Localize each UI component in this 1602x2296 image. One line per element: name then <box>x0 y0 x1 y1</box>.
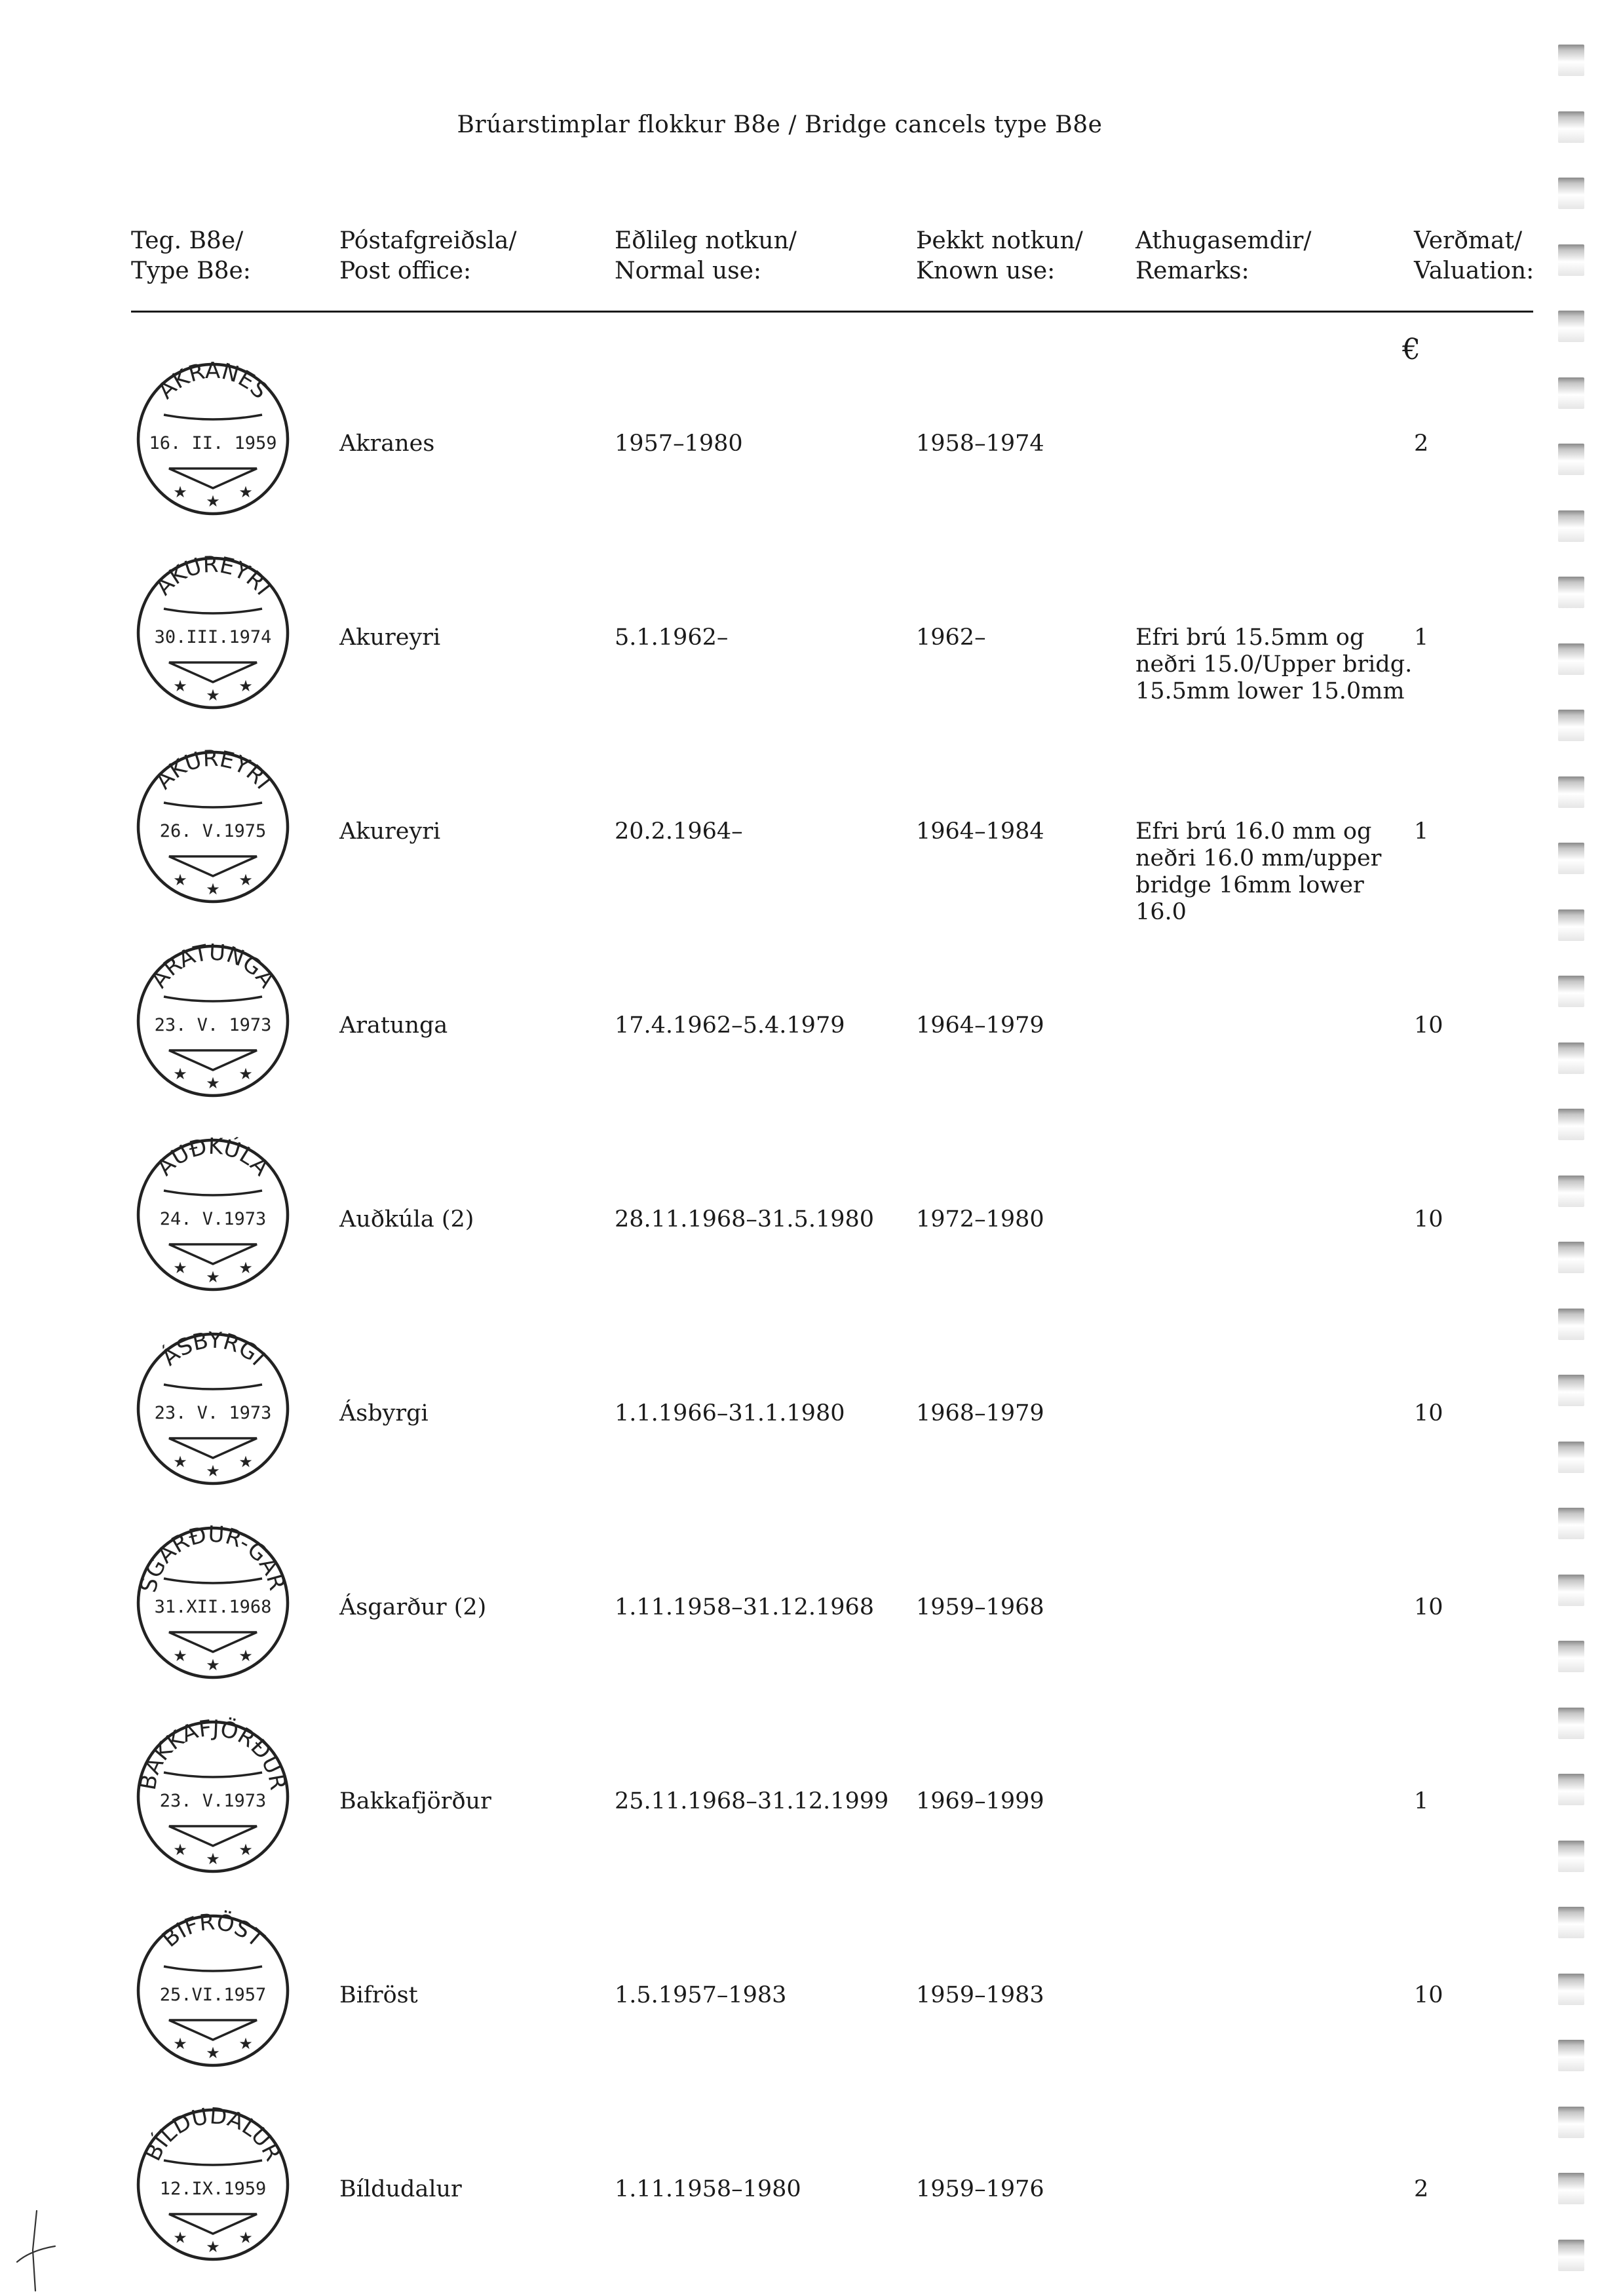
stamp-upper-bridge <box>164 415 262 419</box>
binding-hole <box>1558 776 1584 808</box>
stamp-star-icon: ★ <box>206 1656 220 1674</box>
binding-hole <box>1558 976 1584 1007</box>
postmark-stamp <box>131 745 295 909</box>
binding-hole <box>1558 1641 1584 1672</box>
binding-hole <box>1558 1043 1584 1074</box>
binding-hole <box>1558 577 1584 608</box>
post-office: Auðkúla (2) <box>339 1206 474 1233</box>
valuation: 2 <box>1414 430 1429 457</box>
binding-hole <box>1558 2040 1584 2071</box>
header-normal-line-1: Eðlileg notkun/ <box>615 227 797 254</box>
stamp-star-icon: ★ <box>238 1065 253 1083</box>
stamp-star-icon: ★ <box>206 2044 220 2062</box>
known-use: 1959–1976 <box>916 2176 1044 2202</box>
binding-hole <box>1558 1774 1584 1805</box>
binding-hole <box>1558 909 1584 941</box>
stamp-town: BIFRÖST <box>157 1909 269 1953</box>
binding-hole <box>1558 510 1584 542</box>
stamp-star-icon: ★ <box>206 492 220 510</box>
stamp-upper-bridge <box>164 1191 262 1195</box>
post-office: Ásbyrgi <box>339 1400 429 1426</box>
postmark-stamp <box>131 1715 295 1879</box>
binding-hole <box>1558 1841 1584 1872</box>
stamp-star-icon: ★ <box>206 686 220 704</box>
normal-use: 5.1.1962– <box>615 624 729 651</box>
header-type-line-2: Type B8e: <box>131 258 251 284</box>
table-row <box>0 732 1559 926</box>
stamp-upper-bridge <box>164 1966 262 1971</box>
stamp-upper-bridge <box>164 2160 262 2165</box>
known-use: 1959–1968 <box>916 1594 1044 1620</box>
stamp-star-icon: ★ <box>238 483 253 501</box>
stamp-town: ARATUNGA <box>145 939 280 993</box>
header-remarks <box>1135 226 1312 286</box>
table-row <box>0 538 1559 732</box>
stamp-town: AUÐKÚLA <box>151 1133 275 1181</box>
normal-use: 1.1.1966–31.1.1980 <box>615 1400 845 1426</box>
stamp-star-icon: ★ <box>173 677 187 695</box>
postmark-stamp <box>131 939 295 1103</box>
remarks: Efri brú 15.5mm og neðri 15.0/Upper bridg. 15.5mm lower 15.0mm <box>1135 624 1413 704</box>
valuation: 10 <box>1414 1206 1443 1233</box>
binding-hole <box>1558 244 1584 276</box>
binding-hole <box>1558 1708 1584 1739</box>
binding-hole <box>1558 1575 1584 1606</box>
known-use: 1962– <box>916 624 986 651</box>
header-office <box>339 226 517 286</box>
binding-hole <box>1558 1242 1584 1273</box>
known-use: 1972–1980 <box>916 1206 1044 1233</box>
header-remarks-line-1: Athugasemdir/ <box>1135 227 1312 254</box>
normal-use: 1.11.1958–31.12.1968 <box>615 1594 875 1620</box>
postmark-stamp <box>131 551 295 715</box>
remarks: Efri brú 16.0 mm og neðri 16.0 mm/upper bridge 16mm lower 16.0 <box>1135 818 1382 925</box>
stamp-star-icon: ★ <box>238 1453 253 1471</box>
stamp-town: BAKKAFJÖRÐUR <box>134 1715 292 1792</box>
stamp-star-icon: ★ <box>238 1841 253 1859</box>
header-normal-line-2: Normal use: <box>615 258 762 284</box>
stamp-star-icon: ★ <box>206 1268 220 1286</box>
stamp-town: ÁSGARÐUR-GARÐ <box>122 1501 290 1596</box>
header-valuation <box>1414 226 1534 286</box>
binding-hole <box>1558 111 1584 143</box>
postmark-stamp <box>122 1501 295 1685</box>
binding-hole <box>1558 1109 1584 1140</box>
header-office-line-2: Post office: <box>339 258 472 284</box>
stamp-town: AKRANES <box>153 357 273 404</box>
stamp-date: 23. V.1973 <box>159 1791 267 1811</box>
stamp-date: 31.XII.1968 <box>154 1597 272 1617</box>
header-type-line-1: Teg. B8e/ <box>131 227 244 254</box>
post-office: Bakkafjörður <box>339 1788 491 1814</box>
stamp-date: 23. V. 1973 <box>154 1403 272 1423</box>
table-row <box>0 344 1559 538</box>
stamp-star-icon: ★ <box>238 2229 253 2247</box>
stamp-star-icon: ★ <box>206 1850 220 1868</box>
known-use: 1968–1979 <box>916 1400 1044 1426</box>
normal-use: 1957–1980 <box>615 430 743 457</box>
stamp-star-icon: ★ <box>173 1065 187 1083</box>
stamp-date: 16. II. 1959 <box>149 433 277 453</box>
stamp-star-icon: ★ <box>173 1259 187 1277</box>
stamp-star-icon: ★ <box>173 1841 187 1859</box>
table-row <box>0 2090 1559 2284</box>
header-remarks-line-2: Remarks: <box>1135 258 1249 284</box>
stamp-star-icon: ★ <box>238 871 253 889</box>
pencil-mark <box>13 2208 59 2293</box>
header-known-line-2: Known use: <box>916 258 1056 284</box>
post-office: Akranes <box>339 430 435 457</box>
valuation: 2 <box>1414 2176 1429 2202</box>
post-office: Akureyri <box>339 818 441 845</box>
binding-hole <box>1558 1375 1584 1406</box>
normal-use: 25.11.1968–31.12.1999 <box>615 1788 889 1814</box>
currency-symbol: € <box>1402 333 1421 366</box>
binding-hole <box>1558 311 1584 342</box>
stamp-town: BÍLDUDALUR <box>140 2103 286 2166</box>
stamp-star-icon: ★ <box>173 871 187 889</box>
binding-hole <box>1558 1508 1584 1539</box>
header-office-line-1: Póstafgreiðsla/ <box>339 227 517 254</box>
post-office: Bíldudalur <box>339 2176 462 2202</box>
binding-hole <box>1558 178 1584 209</box>
binding-hole <box>1558 1176 1584 1207</box>
table-row <box>0 1120 1559 1314</box>
normal-use: 1.5.1957–1983 <box>615 1982 787 2008</box>
post-office: Ásgarður (2) <box>339 1594 487 1620</box>
stamp-star-icon: ★ <box>173 2035 187 2053</box>
header-value-line-1: Verðmat/ <box>1414 227 1523 254</box>
stamp-town: AKUREYRI <box>150 551 277 601</box>
binding-hole <box>1558 45 1584 76</box>
post-office: Aratunga <box>339 1012 448 1039</box>
stamp-star-icon: ★ <box>238 1259 253 1277</box>
valuation: 1 <box>1414 1788 1429 1814</box>
table-row <box>0 926 1559 1120</box>
postmark-stamp <box>131 1909 295 2073</box>
stamp-star-icon: ★ <box>206 1462 220 1480</box>
stamp-date: 24. V.1973 <box>159 1209 267 1229</box>
header-known-use <box>916 226 1083 286</box>
binding-hole <box>1558 2107 1584 2138</box>
header-known-line-1: Þekkt notkun/ <box>916 227 1083 254</box>
binding-hole <box>1558 643 1584 675</box>
stamp-town: AKUREYRI <box>150 745 277 795</box>
normal-use: 20.2.1964– <box>615 818 743 845</box>
binding-hole <box>1558 1442 1584 1473</box>
stamp-star-icon: ★ <box>238 677 253 695</box>
stamp-star-icon: ★ <box>173 1453 187 1471</box>
binding-hole <box>1558 2240 1584 2271</box>
normal-use: 17.4.1962–5.4.1979 <box>615 1012 845 1039</box>
binding-hole <box>1558 1309 1584 1340</box>
stamp-star-icon: ★ <box>173 483 187 501</box>
header-value-line-2: Valuation: <box>1414 258 1535 284</box>
normal-use: 28.11.1968–31.5.1980 <box>615 1206 875 1233</box>
table-row <box>0 1501 1559 1702</box>
postmark-stamp <box>131 2103 295 2267</box>
stamp-upper-bridge <box>164 609 262 613</box>
ring-binding <box>1558 0 1591 2296</box>
stamp-date: 30.III.1974 <box>154 627 272 647</box>
known-use: 1959–1983 <box>916 1982 1044 2008</box>
binding-hole <box>1558 2173 1584 2204</box>
stamp-star-icon: ★ <box>173 2229 187 2247</box>
header-normal-use <box>615 226 797 286</box>
valuation: 1 <box>1414 818 1429 845</box>
stamp-date: 12.IX.1959 <box>159 2179 267 2199</box>
table-row <box>0 1702 1559 1896</box>
stamp-upper-bridge <box>164 1385 262 1389</box>
valuation: 10 <box>1414 1400 1443 1426</box>
valuation: 10 <box>1414 1594 1443 1620</box>
stamp-upper-bridge <box>164 1772 262 1777</box>
stamp-date: 25.VI.1957 <box>159 1985 267 2005</box>
binding-hole <box>1558 1974 1584 2005</box>
stamp-star-icon: ★ <box>238 2035 253 2053</box>
header-type <box>131 226 251 286</box>
stamp-date: 26. V.1975 <box>159 821 267 841</box>
binding-hole <box>1558 377 1584 409</box>
known-use: 1964–1984 <box>916 818 1044 845</box>
binding-hole <box>1558 1907 1584 1938</box>
valuation: 1 <box>1414 624 1429 651</box>
postmark-stamp <box>131 1133 295 1297</box>
postmark-stamp <box>131 1327 295 1491</box>
binding-hole <box>1558 843 1584 874</box>
normal-use: 1.11.1958–1980 <box>615 2176 801 2202</box>
known-use: 1964–1979 <box>916 1012 1044 1039</box>
binding-hole <box>1558 710 1584 741</box>
stamp-upper-bridge <box>164 997 262 1001</box>
table-row <box>0 1896 1559 2090</box>
valuation: 10 <box>1414 1982 1443 2008</box>
stamp-star-icon: ★ <box>173 1647 187 1665</box>
postmark-stamp <box>131 357 295 521</box>
stamp-star-icon: ★ <box>238 1647 253 1665</box>
valuation: 10 <box>1414 1012 1443 1039</box>
known-use: 1958–1974 <box>916 430 1044 457</box>
stamp-town: ÁSBYRGI <box>157 1327 271 1371</box>
post-office: Akureyri <box>339 624 441 651</box>
stamp-upper-bridge <box>164 1578 262 1583</box>
header-divider <box>131 311 1533 313</box>
stamp-star-icon: ★ <box>206 1074 220 1092</box>
stamp-star-icon: ★ <box>206 2238 220 2256</box>
stamp-date: 23. V. 1973 <box>154 1015 272 1035</box>
binding-hole <box>1558 444 1584 475</box>
page-title: Brúarstimplar flokkur B8e / Bridge cancels type B8e <box>457 111 1103 138</box>
stamp-star-icon: ★ <box>206 880 220 898</box>
known-use: 1969–1999 <box>916 1788 1044 1814</box>
post-office: Bifröst <box>339 1982 418 2008</box>
stamp-upper-bridge <box>164 803 262 807</box>
table-row <box>0 1314 1559 1508</box>
